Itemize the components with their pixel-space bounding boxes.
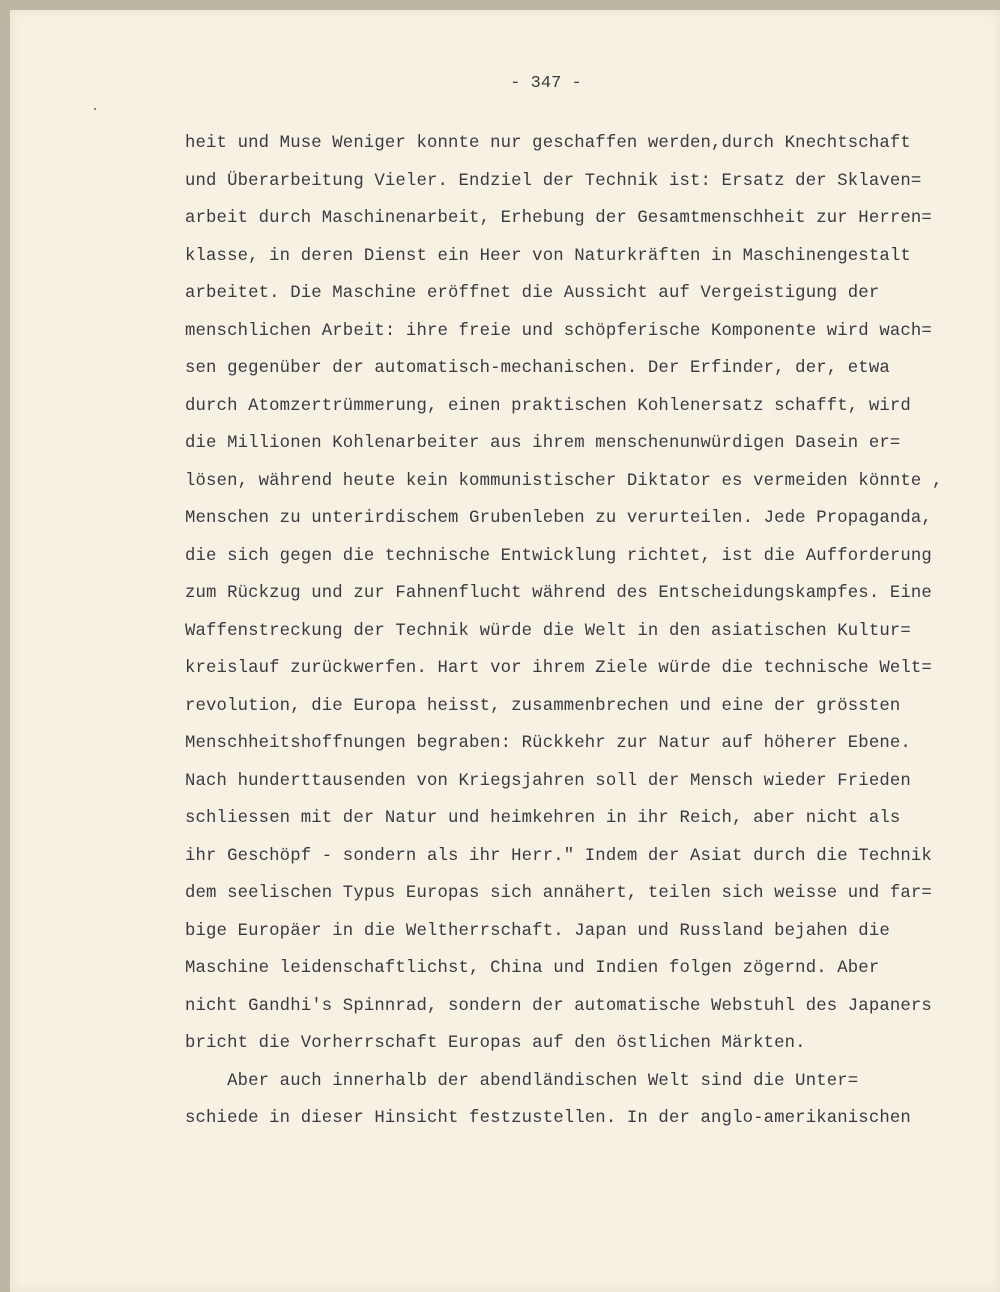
text-line: Nach hunderttausenden von Kriegsjahren soll der Mensch wieder Frieden [185, 771, 911, 791]
text-line: bricht die Vorherrschaft Europas auf den östlichen Märkten. [185, 1034, 806, 1053]
text-line: dem seelischen Typus Europas sich annähert, teilen sich weisse und far= [185, 884, 932, 903]
text-line: bige Europäer in die Weltherrschaft. Japan und Russland bejahen die [185, 921, 890, 941]
text-line: sen gegenüber der automatisch-mechanischen. Der Erfinder, der, etwa [185, 359, 890, 378]
text-line: lösen, während heute kein kommunistischer Diktator es vermeiden könnte , [185, 471, 943, 491]
text-line: Menschheitshoffnungen begraben: Rückkehr zur Natur auf höherer Ebene. [185, 734, 911, 753]
text-line: schiede in dieser Hinsicht festzustellen. In der anglo-amerikanischen [185, 1109, 911, 1128]
text-line: die sich gegen die technische Entwicklung richtet, ist die Aufforderung [185, 546, 932, 566]
text-line: klasse, in deren Dienst ein Heer von Naturkräften in Maschinengestalt [185, 246, 911, 266]
text-line: ihr Geschöpf - sondern als ihr Herr." Indem der Asiat durch die Technik [185, 846, 932, 866]
text-line: durch Atomzertrümmerung, einen praktischen Kohlenersatz schafft, wird [185, 396, 911, 416]
text-line: Waffenstreckung der Technik würde die Welt in den asiatischen Kultur= [185, 621, 911, 641]
text-line: und Überarbeitung Vieler. Endziel der Technik ist: Ersatz der Sklaven= [185, 171, 922, 191]
text-line: Menschen zu unterirdischem Grubenleben zu verurteilen. Jede Propaganda, [185, 509, 932, 528]
text-line: Aber auch innerhalb der abendländischen Welt sind die Unter= [185, 1071, 859, 1091]
text-line: zum Rückzug und zur Fahnenflucht während des Entscheidungskampfes. Eine [185, 584, 932, 603]
text-line: menschlichen Arbeit: ihre freie und schöpferische Komponente wird wach= [185, 321, 932, 341]
text-line: nicht Gandhi's Spinnrad, sondern der automatische Webstuhl des Japaners [185, 996, 932, 1016]
text-line: Maschine leidenschaftlichst, China und Indien folgen zögernd. Aber [185, 959, 880, 978]
text-line: arbeitet. Die Maschine eröffnet die Aussicht auf Vergeistigung der [185, 284, 880, 303]
text-line: arbeit durch Maschinenarbeit, Erhebung der Gesamtmenschheit zur Herren= [185, 209, 932, 228]
typewritten-page [10, 10, 1000, 1292]
text-line: heit und Muse Weniger konnte nur geschaffen werden,durch Knechtschaft [185, 134, 911, 153]
text-line: schliessen mit der Natur und heimkehren in ihr Reich, aber nicht als [185, 809, 901, 828]
text-line: revolution, die Europa heisst, zusammenbrechen und eine der grössten [185, 696, 901, 716]
page-number: - 347 - [510, 74, 582, 93]
paper-speck [94, 108, 96, 110]
text-line: kreislauf zurückwerfen. Hart vor ihrem Ziele würde die technische Welt= [185, 659, 932, 678]
text-line: die Millionen Kohlenarbeiter aus ihrem menschenunwürdigen Dasein er= [185, 434, 901, 453]
